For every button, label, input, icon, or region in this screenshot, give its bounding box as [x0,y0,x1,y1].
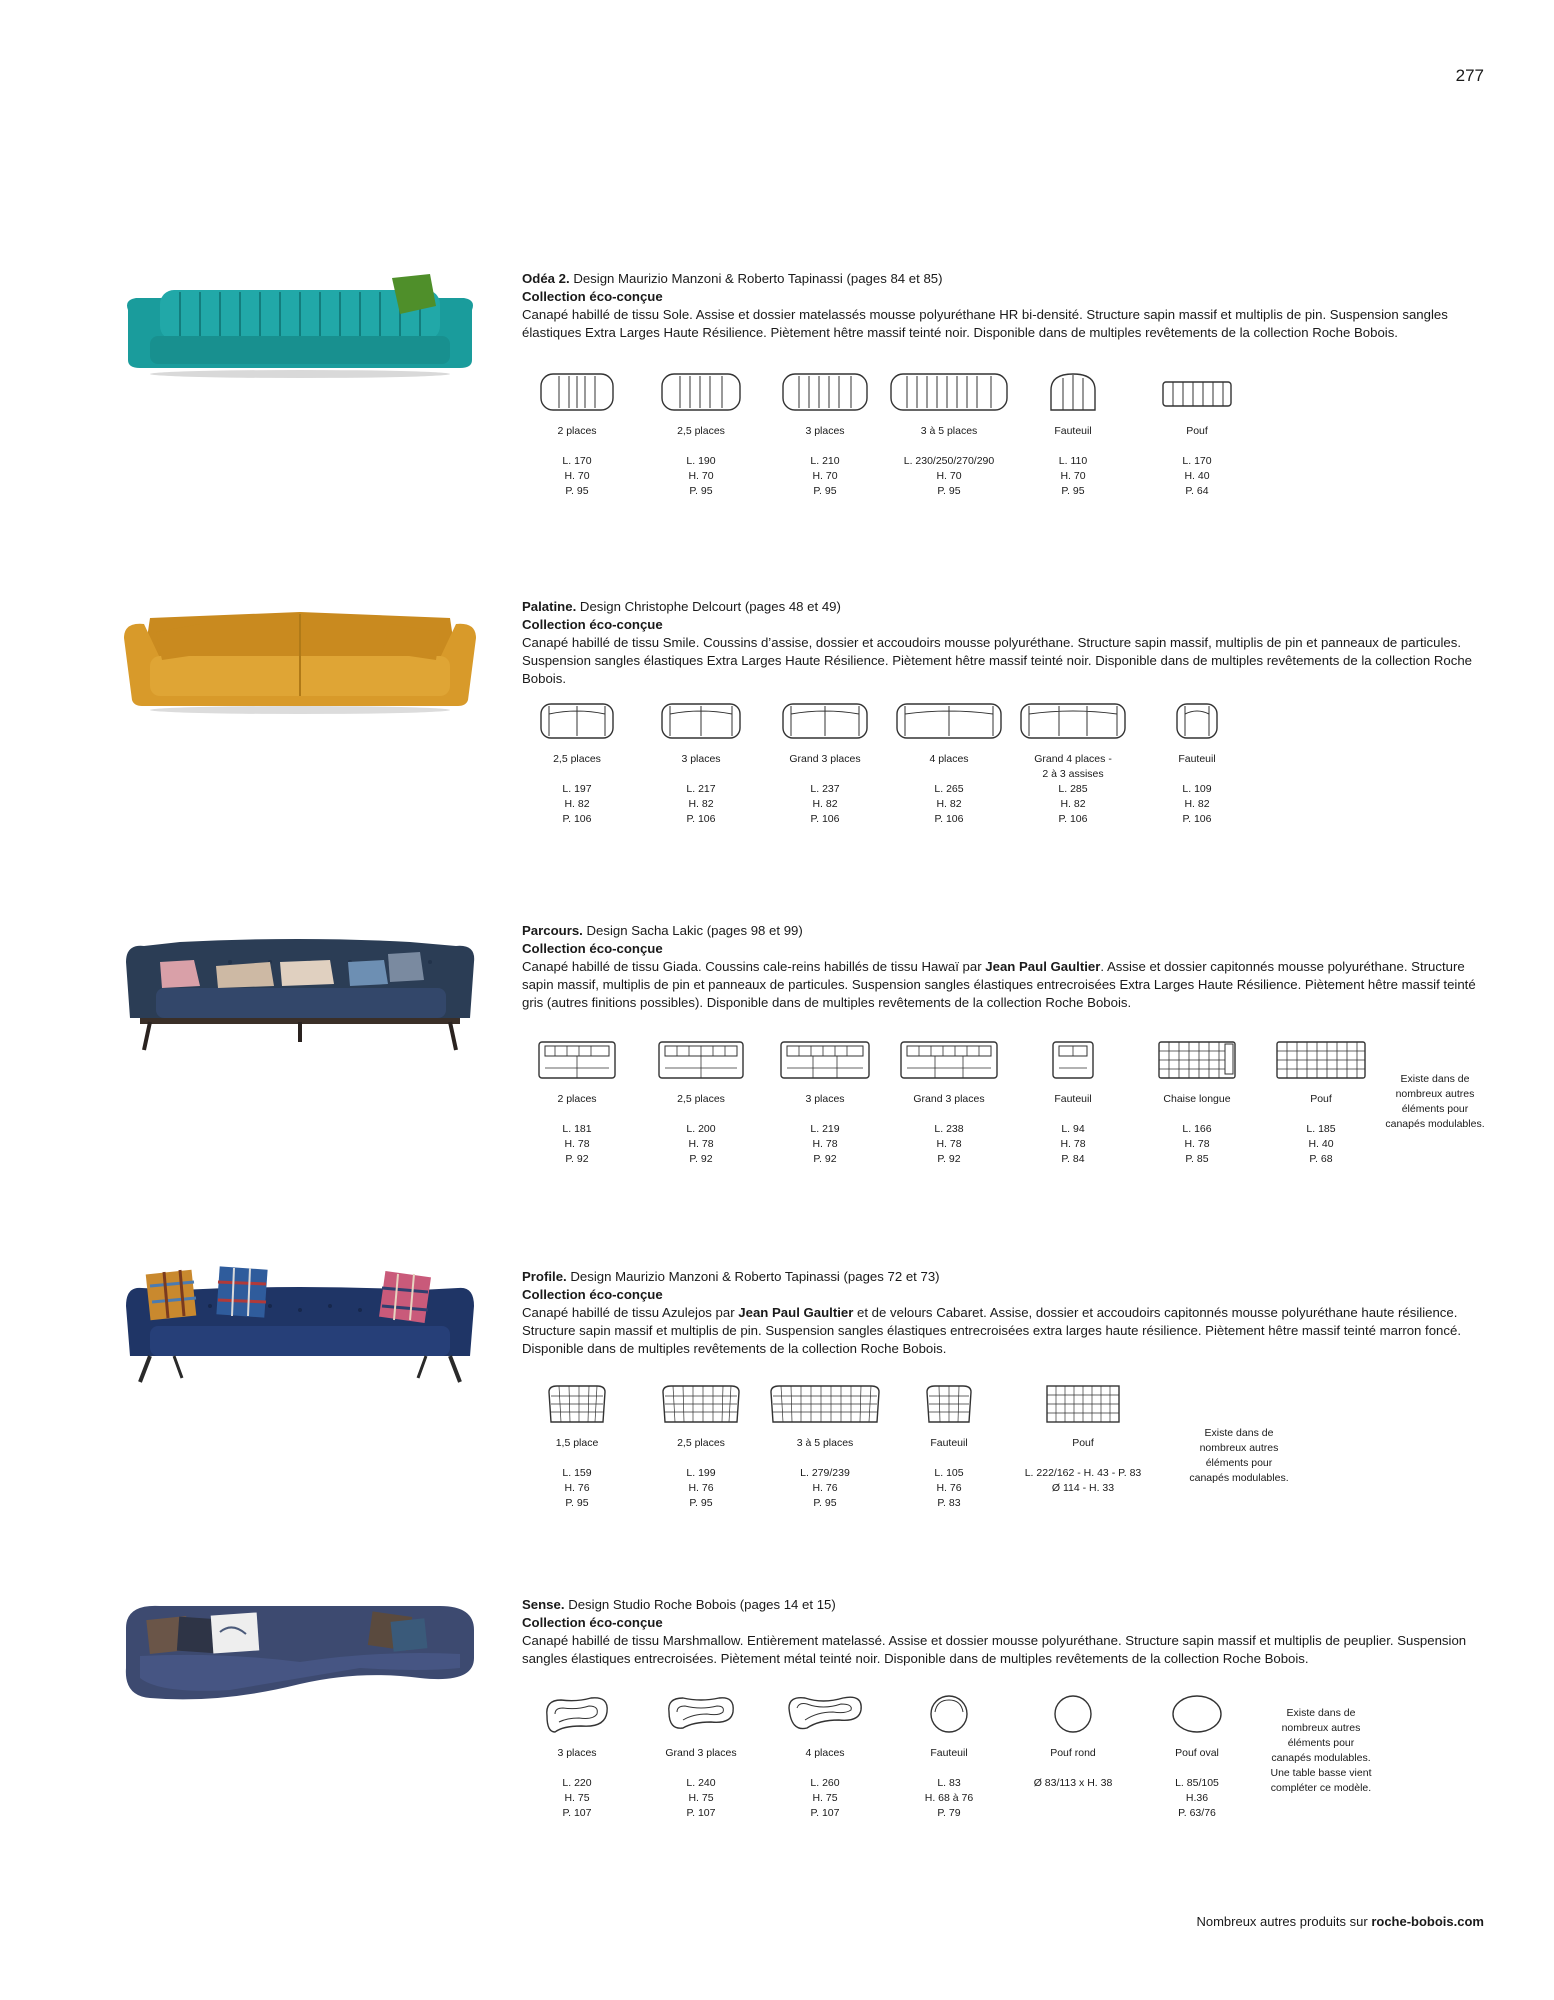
palatine-text [522,598,1482,688]
sense-variant [1008,1692,1138,1791]
variant-height: H. 82 [564,798,590,810]
palatine-variant [884,698,1014,827]
parcours-variant [760,1038,890,1167]
odea-variant [1132,370,1262,499]
sense-modular-note [1256,1706,1386,1796]
variant-length: L. 181 [562,1123,592,1135]
variant-name: 2 places [557,425,597,437]
ottoman-top-view-icon [1273,1038,1369,1082]
variant-name: Fauteuil [930,1747,968,1759]
variant-length: L. 185 [1306,1123,1336,1135]
variant-length: L. 166 [1182,1123,1212,1135]
variant-depth: P. 92 [813,1153,837,1165]
sense-variant [884,1692,1014,1821]
parcours-variant [884,1038,1014,1167]
variant-depth: P. 107 [686,1807,716,1819]
sense-design: Design Studio Roche Bobois (pages 14 et 15) [564,1597,836,1612]
variant-depth: P. 95 [689,485,713,497]
sofa-top-view-icon [658,370,744,414]
sense-variant [636,1692,766,1821]
variant-length: L. 197 [562,783,592,795]
variant-height: H. 78 [1184,1138,1210,1150]
parcours-title: Parcours. [522,923,583,938]
palatine-variant [636,698,766,827]
round-armchair-top-view-icon [927,1692,971,1736]
variant-name: 3 à 5 places [920,425,978,437]
note-line: Existe dans de [1286,1707,1356,1719]
sofa-top-view-icon [767,1382,883,1426]
note-line: compléter ce modèle. [1270,1782,1372,1794]
variant-length: L. 83 [937,1777,961,1789]
variant-height: H. 70 [936,470,962,482]
profile-designer-name: Jean Paul Gaultier [738,1305,854,1320]
profile-text [522,1268,1482,1358]
parcours-variant [1008,1038,1138,1167]
parcours-designer-name: Jean Paul Gaultier [985,959,1101,974]
variant-length: L. 265 [934,783,964,795]
variant-length: L. 279/239 [800,1467,850,1479]
note-line: canapés modulables. [1189,1472,1289,1484]
variant-length: L. 260 [810,1777,840,1789]
variant-depth: P. 107 [810,1807,840,1819]
sense-eco-label: Collection éco-conçue [522,1615,663,1630]
profile-variant [636,1382,766,1511]
profile-description-part1: Canapé habillé de tissu Azulejos par [522,1305,739,1320]
sofa-top-view-icon [655,1038,747,1082]
palatine-variant [1008,698,1138,827]
profile-variant [760,1382,890,1511]
variant-depth: P. 85 [1185,1153,1209,1165]
sofa-top-view-icon [779,370,871,414]
note-line: nombreux autres [1199,1442,1279,1454]
variant-height: H. 78 [688,1138,714,1150]
variant-name: 3 places [681,753,721,765]
parcours-variant [1256,1038,1386,1167]
footer-note [1196,1914,1484,1929]
variant-depth: P. 92 [565,1153,589,1165]
note-line: éléments pour [1205,1457,1273,1469]
parcours-eco-label: Collection éco-conçue [522,941,663,956]
variant-height: H. 70 [688,470,714,482]
variant-length: L. 170 [1182,455,1212,467]
variant-name: Pouf [1186,425,1208,437]
sofa-top-view-icon [893,698,1005,742]
variant-name: Fauteuil [1054,1093,1092,1105]
note-line: éléments pour [1287,1737,1355,1749]
variant-length: L. 105 [934,1467,964,1479]
odea-variant [884,370,1014,499]
palatine-variant [760,698,890,827]
variant-name-line2: 2 à 3 assises [1042,768,1104,780]
variant-name: 1,5 place [555,1437,599,1449]
variant-depth: P. 63/76 [1178,1807,1216,1819]
round-ottoman-icon [1051,1692,1095,1736]
note-line: éléments pour [1401,1103,1469,1115]
variant-depth: P. 79 [937,1807,961,1819]
note-line: nombreux autres [1281,1722,1361,1734]
chaise-longue-top-view-icon [1155,1038,1239,1082]
sofa-top-view-icon [658,698,744,742]
variant-length: L. 217 [686,783,716,795]
profile-variant [884,1382,1014,1511]
variant-name: 4 places [805,1747,845,1759]
variant-name: Grand 3 places [665,1747,737,1759]
variant-name: 2 places [557,1093,597,1105]
odea-title: Odéa 2. [522,271,570,286]
variant-length: L. 159 [562,1467,592,1479]
profile-variant [512,1382,642,1511]
palatine-variant [1132,698,1262,827]
variant-length: L. 190 [686,455,716,467]
variant-name: 2,5 places [677,1437,725,1449]
variant-height: H. 75 [564,1792,590,1804]
variant-depth: P. 95 [689,1497,713,1509]
variant-height: H. 76 [564,1482,590,1494]
variant-depth: P. 95 [1061,485,1085,497]
parcours-design: Design Sacha Lakic (pages 98 et 99) [582,923,803,938]
sofa-top-view-icon [887,370,1011,414]
page-number: 277 [1455,66,1484,85]
variant-name: 3 places [805,425,845,437]
variant-depth: P. 68 [1309,1153,1333,1165]
note-line: nombreux autres [1395,1088,1475,1100]
variant-length: L. 240 [686,1777,716,1789]
variant-length: L. 220 [562,1777,592,1789]
sofa-top-view-icon [779,698,871,742]
sofa-top-view-icon [897,1038,1001,1082]
profile-title: Profile. [522,1269,567,1284]
variant-depth: P. 106 [1058,813,1088,825]
variant-name [1008,752,1138,782]
parcours-sofa-photo [120,922,480,1052]
variant-height: H. 78 [1060,1138,1086,1150]
ottoman-top-view-icon [1159,370,1235,414]
variant-length: L. 199 [686,1467,716,1479]
variant-name: Fauteuil [1054,425,1092,437]
variant-height: H. 70 [812,470,838,482]
sense-title: Sense. [522,1597,565,1612]
variant-name: 2,5 places [677,425,725,437]
armchair-top-view-icon [1047,370,1099,414]
profile-modular-note [1174,1426,1304,1486]
parcours-variant [1132,1038,1262,1167]
variant-height: H. 75 [812,1792,838,1804]
armchair-top-view-icon [1049,1038,1097,1082]
palatine-eco-label: Collection éco-conçue [522,617,663,632]
parcours-variant [512,1038,642,1167]
armchair-top-view-icon [923,1382,975,1426]
variant-depth: P. 106 [810,813,840,825]
footer-website-link[interactable]: roche-bobois.com [1371,1914,1484,1929]
variant-length: L. 285 [1058,783,1088,795]
variant-name: Fauteuil [1178,753,1216,765]
variant-name-line1: Grand 4 places - [1034,753,1112,765]
variant-length: L. 200 [686,1123,716,1135]
variant-height: H. 82 [1060,798,1086,810]
variant-depth: P. 95 [813,485,837,497]
sense-description: Canapé habillé de tissu Marshmallow. Entièrement matelassé. Assise et dossier mousse polyuréthane. Structure sapin massif et multiplis de peuplier. Suspension sangles élastiques entrecroisées. Piètement métal teinté noir. Disponible dans de multiples revêtements de la collection Roche Bobois. [522,1633,1467,1666]
note-line: Existe dans de [1400,1073,1470,1085]
profile-description-part2: et de velours Cabaret. Assise, dossier et accoudoirs capitonnés mousse polyuréthane haute résilience. Structure sapin massif et multiplis de pin. Suspension sangles élastiques entrecroisées extra larges haute résilience. Piètement hêtre massif teinté marron foncé. Disponible dans de multiples revêtements de la collection Roche Bobois. [522,1305,1461,1356]
parcours-modular-note [1370,1072,1500,1132]
variant-dimensions-line1: L. 222/162 - H. 43 - P. 83 [1024,1467,1142,1479]
variant-name: 3 places [557,1747,597,1759]
parcours-text [522,922,1482,1012]
ottoman-top-view-icon [1043,1382,1123,1426]
variant-depth: P. 84 [1061,1153,1085,1165]
profile-eco-label: Collection éco-conçue [522,1287,663,1302]
variant-height: H. 82 [688,798,714,810]
footer-text: Nombreux autres produits sur [1196,1914,1372,1929]
odea-description: Canapé habillé de tissu Sole. Assise et dossier matelassés mousse polyuréthane HR bi-densité. Structure sapin massif et multiplis de pin. Suspension sangles élastiques Extra Larges Haute Résilience. Piètement hêtre massif teinté noir. Disponible dans de multiples revêtements de la collection Roche Bobois. [522,307,1448,340]
variant-height: H. 70 [564,470,590,482]
sense-text [522,1596,1482,1668]
curved-sofa-top-view-icon [663,1692,739,1736]
sofa-top-view-icon [545,1382,609,1426]
note-line: Existe dans de [1204,1427,1274,1439]
variant-length: L. 210 [810,455,840,467]
variant-length: L. 170 [562,455,592,467]
profile-design: Design Maurizio Manzoni & Roberto Tapinassi (pages 72 et 73) [566,1269,940,1284]
variant-depth: P. 92 [937,1153,961,1165]
variant-name: Pouf rond [1050,1747,1096,1759]
variant-length: L. 85/105 [1175,1777,1219,1789]
variant-depth: P. 92 [689,1153,713,1165]
sofa-top-view-icon [535,1038,619,1082]
odea-variant [512,370,642,499]
sofa-top-view-icon [777,1038,873,1082]
sense-sofa-photo [120,1598,480,1708]
variant-name: Grand 3 places [789,753,861,765]
palatine-description: Canapé habillé de tissu Smile. Coussins d’assise, dossier et accoudoirs mousse polyuréthane. Structure sapin massif, multiplis de pin et panneaux de particules. Suspension sangles élastiques Extra Larges Haute Résilience. Piètement hêtre massif teinté noir. Disponible dans de multiples revêtements de la collection Roche Bobois. [522,635,1473,686]
variant-height: H. 40 [1308,1138,1334,1150]
variant-length: L. 94 [1061,1123,1085,1135]
profile-variant [1008,1382,1158,1496]
variant-height: H. 78 [812,1138,838,1150]
variant-length: L. 219 [810,1123,840,1135]
variant-depth: P. 107 [562,1807,592,1819]
variant-height: H. 82 [812,798,838,810]
variant-height: H. 76 [812,1482,838,1494]
variant-name: Pouf [1310,1093,1332,1105]
parcours-description-part1: Canapé habillé de tissu Giada. Coussins cale-reins habillés de tissu Hawaï par [522,959,986,974]
profile-sofa-photo [120,1266,480,1386]
palatine-title: Palatine. [522,599,577,614]
variant-name: 2,5 places [677,1093,725,1105]
variant-name: Grand 3 places [913,1093,985,1105]
oval-ottoman-icon [1169,1692,1225,1736]
odea-variant [1008,370,1138,499]
variant-depth: P. 83 [937,1497,961,1509]
variant-height: H. 78 [936,1138,962,1150]
sense-variant [512,1692,642,1821]
variant-name: Chaise longue [1163,1093,1231,1105]
variant-length: L. 238 [934,1123,964,1135]
variant-height: H. 82 [1184,798,1210,810]
palatine-sofa-photo [120,598,480,718]
odea-variant [636,370,766,499]
curved-sofa-top-view-icon [783,1692,867,1736]
variant-height: H. 76 [688,1482,714,1494]
variant-depth: P. 95 [565,1497,589,1509]
variant-length: L. 237 [810,783,840,795]
sense-variant [1132,1692,1262,1821]
variant-name: Pouf [1072,1437,1094,1449]
variant-name: 3 places [805,1093,845,1105]
palatine-variant [512,698,642,827]
odea-text [522,270,1482,342]
variant-height: H. 78 [564,1138,590,1150]
variant-depth: P. 95 [813,1497,837,1509]
parcours-variant [636,1038,766,1167]
variant-length: L. 230/250/270/290 [903,455,995,467]
variant-depth: P. 106 [686,813,716,825]
variant-name: 3 à 5 places [796,1437,854,1449]
variant-height: H. 76 [936,1482,962,1494]
variant-depth: P. 64 [1185,485,1209,497]
parcours-description-part2: . Assise et dossier capitonnés mousse polyuréthane. Structure sapin massif, multiplis de pin et panneaux de particules. Suspension sangles élastiques entrecroisées Extra Larges Haute Résilience. Piètement hêtre massif teinté gris (autres finitions possibles). Disponible dans de multiples revêtements de la collection Roche Bobois. [522,959,1476,1010]
variant-depth: P. 95 [937,485,961,497]
variant-depth: P. 106 [934,813,964,825]
curved-sofa-top-view-icon [541,1692,613,1736]
variant-name: 2,5 places [553,753,601,765]
palatine-design: Design Christophe Delcourt (pages 48 et 49) [576,599,841,614]
variant-length: L. 109 [1182,783,1212,795]
variant-height: H. 75 [688,1792,714,1804]
variant-height: H. 82 [936,798,962,810]
odea-variant [760,370,890,499]
variant-dimensions-line2: Ø 114 - H. 33 [1051,1482,1115,1494]
armchair-top-view-icon [1173,698,1221,742]
sofa-top-view-icon [659,1382,743,1426]
sofa-top-view-icon [537,698,617,742]
variant-name: 4 places [929,753,969,765]
variant-depth: P. 106 [1182,813,1212,825]
variant-height: H. 70 [1060,470,1086,482]
variant-depth: P. 106 [562,813,592,825]
variant-name: Fauteuil [930,1437,968,1449]
odea-sofa-photo [120,270,480,380]
variant-height: H. 40 [1184,470,1210,482]
note-line: Une table basse vient [1270,1767,1372,1779]
sofa-top-view-icon [1017,698,1129,742]
variant-name: Pouf oval [1175,1747,1219,1759]
note-line: canapés modulables. [1271,1752,1371,1764]
sofa-top-view-icon [537,370,617,414]
note-line: canapés modulables. [1385,1118,1485,1130]
variant-height: H.36 [1185,1792,1209,1804]
variant-dimensions: Ø 83/113 x H. 38 [1033,1777,1113,1789]
odea-design: Design Maurizio Manzoni & Roberto Tapinassi (pages 84 et 85) [569,271,943,286]
variant-height: H. 68 à 76 [924,1792,974,1804]
odea-eco-label: Collection éco-conçue [522,289,663,304]
variant-length: L. 110 [1058,455,1088,467]
sense-variant [760,1692,890,1821]
variant-depth: P. 95 [565,485,589,497]
